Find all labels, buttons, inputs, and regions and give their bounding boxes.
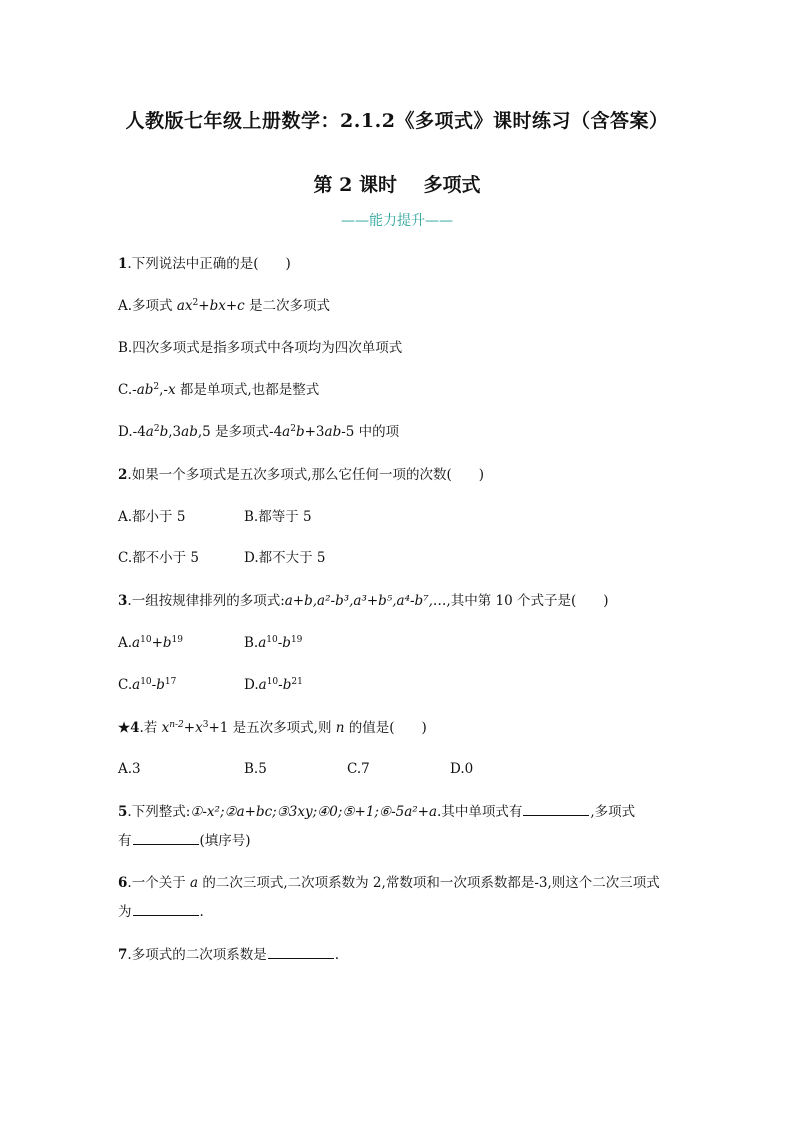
document-title: 人教版七年级上册数学：2.1.2《多项式》课时练习（含答案） — [125, 110, 669, 132]
question-1-option-b: B.四次多项式是指多项式中各项均为四次单项式 — [118, 340, 403, 356]
question-4-option-d: D.0 — [450, 761, 474, 777]
question-3-option-c: $C.a^{10}-b^{17}$ — [118, 677, 177, 693]
question-5: 5.下列整式:①-x²;②a+bc;③3xy;④0;⑤+1;⑥-5a²+a.其中单项式有 ,多项式 — [118, 804, 636, 820]
question-stem: .如果一个多项式是五次多项式,那么它任何一项的次数( ) — [127, 467, 485, 483]
question-1 — [118, 255, 291, 273]
question-7: 7.多项式的二次项系数是 . — [118, 947, 339, 963]
question-2-option-b: B.都等于 5 — [244, 509, 312, 525]
section-heading: ——能力提升—— — [341, 213, 453, 229]
question-2 — [118, 466, 484, 484]
answer-blank[interactable] — [523, 802, 589, 816]
question-number: 5 — [118, 804, 128, 820]
answer-blank[interactable] — [268, 945, 334, 959]
question-3-option-d: $D.a^{10}-b^{21}$ — [244, 677, 303, 693]
answer-blank[interactable] — [133, 902, 199, 916]
question-5-line-2: 有 (填序号) — [118, 833, 251, 849]
question-number: 2 — [118, 467, 128, 483]
lesson-subtitle: 第 2 课时 多项式 — [313, 174, 481, 196]
question-stem: .下列说法中正确的是( ) — [127, 256, 291, 272]
question-6: 6.一个关于 a 的二次三项式,二次项系数为 2,常数项和一次项系数都是-3,则这个二次三项式 — [118, 875, 660, 891]
question-number: 1 — [118, 256, 128, 272]
expression-list: ①-x²;②a+bc;③3xy;④0;⑤+1;⑥-5a²+a — [190, 804, 438, 820]
question-4-option-c: C.7 — [347, 761, 370, 777]
question-1-option-d: $D.-4a^2b,3ab,5$ 是多项式$-4a^2b+3ab-5$ 中的项 — [118, 424, 400, 440]
question-4: ★4.若 $x^{n-2}+x^3+1$ 是五次多项式,则 n 的值是( ) — [118, 720, 427, 736]
answer-blank[interactable] — [133, 831, 199, 845]
question-2-option-a: A.都小于 5 — [118, 509, 186, 525]
question-1-option-c: $C.-ab^2,-x$ 都是单项式,也都是整式 — [118, 382, 320, 398]
question-6-line-2: 为 . — [118, 904, 204, 920]
question-3-option-a: $A.a^{10}+b^{19}$ — [118, 635, 183, 651]
question-number: 3 — [118, 593, 128, 609]
question-number: ★4 — [118, 720, 140, 736]
question-4-option-b: B.5 — [244, 761, 267, 777]
question-3: 3.一组按规律排列的多项式:a+b,a²-b³,a³+b⁵,a⁴-b⁷,…,其中第 10 个式子是( ) — [118, 593, 609, 609]
question-2-option-d: D.都不大于 5 — [244, 550, 326, 566]
polynomial-series: a+b,a²-b³,a³+b⁵,a⁴-b⁷,… — [284, 593, 447, 609]
question-1-option-a: A.多项式 $ax^2+bx+c$ 是二次多项式 — [118, 298, 330, 314]
question-4-option-a: A.3 — [118, 761, 141, 777]
question-number: 6 — [118, 875, 128, 891]
question-number: 7 — [118, 947, 128, 963]
question-3-option-b: $B.a^{10}-b^{19}$ — [244, 635, 303, 651]
question-2-option-c: C.都不小于 5 — [118, 550, 200, 566]
